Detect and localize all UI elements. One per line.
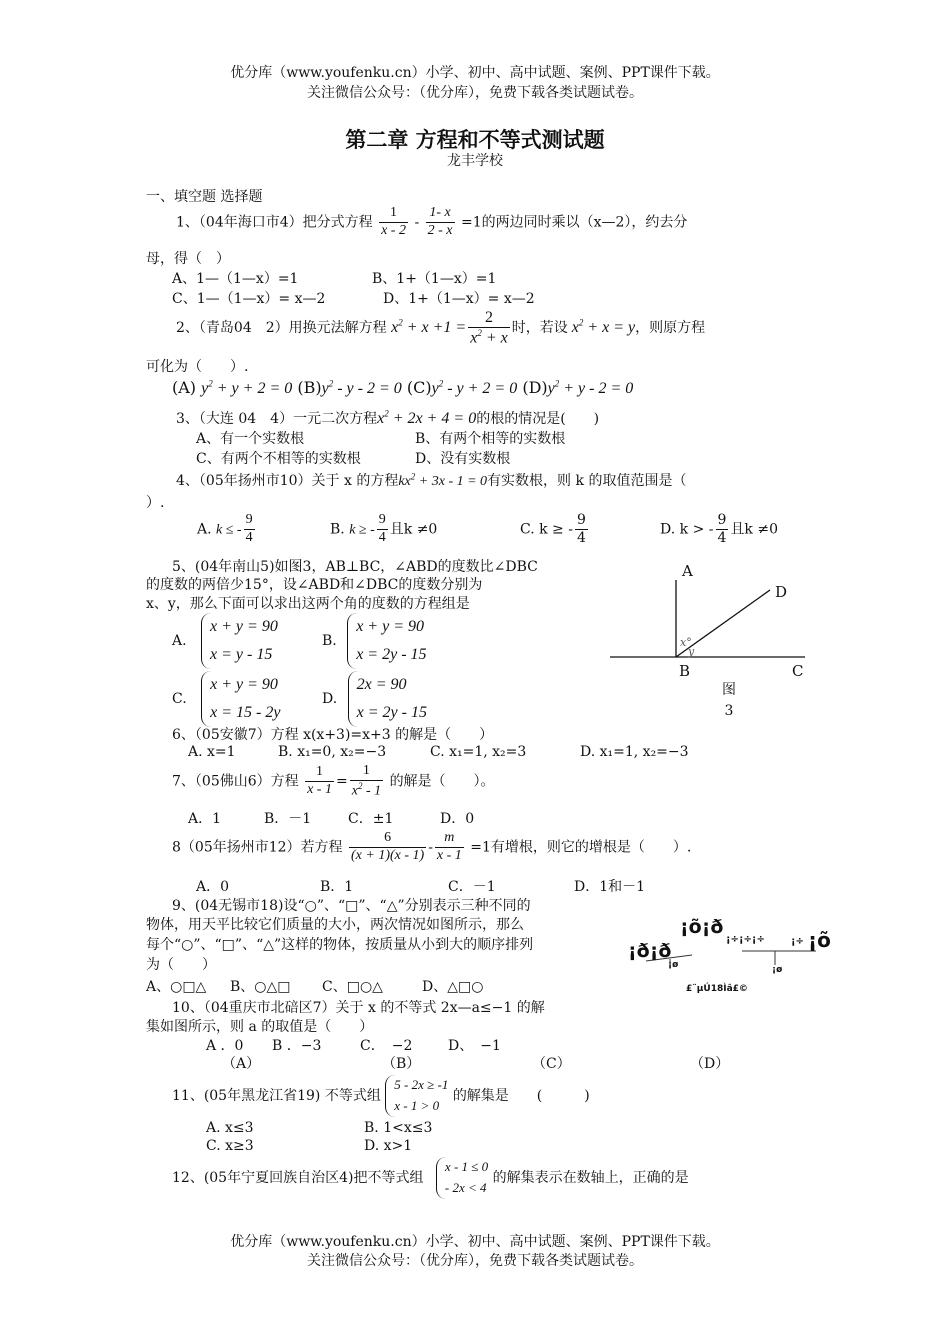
q1-fraction-1: $\frac{1}{x - 2}$ — [381, 205, 406, 238]
q9-line-4: 为（ ） — [146, 957, 216, 973]
q4-suffix: 有实数根，则 k 的取值范围是（ — [487, 473, 687, 489]
q3-option-b: B、有两个相等的实数根 — [415, 431, 566, 447]
q2-mid: 时，若设 — [511, 319, 568, 336]
q10-option-a: A ．0 — [206, 1038, 244, 1054]
q4-option-d-condition: 且k ≠0 — [730, 521, 778, 538]
q1-option-d: D、1+（1—x）= x—2 — [383, 291, 535, 307]
q2-option-d-label: (D) — [522, 378, 548, 397]
balance-glyph-3: ¡÷¡÷¡÷ — [726, 934, 765, 945]
q4-option-d-label: D. — [660, 521, 676, 538]
q4-option-d: D. k > - $\frac{9}{4}$ 且k ≠0 — [660, 512, 778, 546]
point-a-label: A — [682, 562, 693, 580]
q9-option-c: C、□○△ — [322, 979, 383, 995]
q1-fraction-2: $\frac{1- x}{2 - x}$ — [427, 205, 453, 238]
q2-fraction: $\frac{2}{x^2 + x}$ — [470, 309, 508, 347]
q10-figure-label-c: （C） — [532, 1056, 571, 1072]
q1-option-b: B、1+（1—x）=1 — [372, 271, 497, 287]
q5-option-b: B. x + y = 90 x = 2y - 15 — [322, 613, 427, 669]
q4-option-c: C. k ≥ - $\frac{9}{4}$ — [520, 512, 586, 546]
header-line-2: 关注微信公众号：（优分库），免费下载各类试题试卷。 — [307, 85, 643, 101]
q1-option-a: A、1—（1—x）=1 — [172, 271, 299, 287]
footer-line-2: 关注微信公众号：（优分库），免费下载各类试题试卷。 — [307, 1253, 643, 1269]
question-8: 8（05年扬州市12）若方程 $\frac{6}{(x + 1)(x - 1)}$ - $\frac{m}{x - 1}$ =1有增根，则它的增根是（ ）. — [172, 830, 692, 863]
q8-option-c: C．－1 — [448, 879, 496, 895]
q5-option-d: D. 2x = 90 x = 2y - 15 — [322, 671, 427, 727]
question-12: 12、(05年宁夏回族自治区4)把不等式组 x - 1 ≤ 0 - 2x < 4 的解集表示在数轴上，正确的是 — [172, 1157, 689, 1199]
q7-option-b: B．－1 — [264, 811, 312, 827]
question-6: 6、（05安徽7）方程 x(x+3)=x+3 的解是（ ） — [172, 727, 494, 743]
q2-prefix: 2、（青岛04 2）用换元法解方程 — [176, 319, 387, 336]
q11-option-a: A. x≤3 — [206, 1120, 254, 1136]
q9-line-2: 物体，用天平比较它们质量的大小，两次情况如图所示，那么 — [146, 917, 524, 933]
q5-option-a-label: A. — [172, 633, 187, 649]
q2-line-2: 可化为（ ）. — [146, 359, 249, 375]
q10-figure-label-a: （A） — [222, 1056, 261, 1072]
q6-option-a: A. x=1 — [188, 744, 236, 760]
q2-option-c-label: (C) — [406, 378, 432, 397]
q5-line-1: 5、(04年南山5)如图3，AB⊥BC，∠ABD的度数比∠DBC — [172, 559, 538, 575]
balance-glyph-2: ¡õ¡ð — [680, 916, 724, 938]
question-7: 7、（05佛山6）方程 $\frac{1}{x - 1}$ = $\frac{1}{x^2 - 1}$ 的解是（ ）。 — [172, 763, 495, 799]
q5-option-b-label: B. — [322, 633, 337, 649]
school-name: 龙丰学校 — [447, 153, 503, 169]
balance-glyph-1: ¡ð¡ð — [628, 940, 672, 962]
q12-suffix: 的解集表示在数轴上，正确的是 — [492, 1169, 689, 1186]
q10-option-d: D、 −1 — [448, 1038, 501, 1054]
q2-options: (A) $y^2 + y + 2 = 0$ $(B)y^2 - y - 2 = 0$ $(C)y^2 - y + 2 = 0$ $(D)y^2 + y - 2 = 0$ — [172, 378, 634, 397]
q11-option-d: D. x>1 — [364, 1138, 413, 1154]
q4-option-a: A. k ≤ - $\frac{9}{4}$ — [197, 512, 253, 545]
q4-option-b-label: B. — [330, 521, 345, 538]
question-2: 2、（青岛04 2）用换元法解方程 $x^2 + x +1$ = $\frac{2}{x^2 + x}$ 时，若设 $x^2 + x = y$，则原方程 — [176, 309, 706, 347]
q6-option-b: B. x₁=0, x₂=−3 — [278, 744, 387, 760]
point-b-label: B — [679, 662, 691, 680]
q12-prefix: 12、(05年宁夏回族自治区4)把不等式组 — [172, 1169, 424, 1186]
q4-option-b-condition: 且k ≠0 — [389, 521, 438, 538]
q5-line-3: x、y，那么下面可以求出这两个角的度数的方程组是 — [146, 596, 470, 612]
q9-option-d: D、△□○ — [422, 979, 484, 995]
q5-option-c-label: C. — [172, 691, 187, 707]
q8-option-a: A．0 — [196, 879, 230, 895]
q1-suffix: =1的两边同时乘以（x—2），约去分 — [460, 214, 688, 231]
q9-option-a: A、○□△ — [146, 979, 207, 995]
balance-glyph-7: ¡ø — [772, 965, 783, 975]
section-heading: 一、填空题 选择题 — [146, 189, 263, 205]
q8-prefix: 8（05年扬州市12）若方程 — [172, 839, 343, 856]
q2-suffix: ，则原方程 — [635, 319, 706, 336]
q2-option-b-label: (B) — [297, 378, 322, 397]
q1-option-c: C、1—（1—x）= x—2 — [172, 291, 326, 307]
q3-suffix: 的根的情况是( ) — [476, 411, 600, 427]
q4-option-c-label: C. — [520, 521, 535, 538]
point-d-label: D — [775, 583, 788, 601]
q7-option-a: A．1 — [188, 811, 222, 827]
header-line-1: 优分库（www.youfenku.cn）小学、初中、高中试题、案例、PPT课件下载。 — [230, 65, 720, 81]
q10-figure-label-d: （D） — [690, 1056, 730, 1072]
q6-option-d: D. x₁=1, x₂=−3 — [580, 744, 689, 760]
question-3: 3、（大连 04 4）一元二次方程$x^2 + 2x + 4 = 0$的根的情况是( ) — [176, 408, 600, 427]
q7-option-c: C．±1 — [348, 811, 394, 827]
q4-option-a-label: A. — [197, 521, 212, 538]
balance-glyph-6: ¡ø — [668, 960, 679, 970]
q9-line-1: 9、(04无锡市18)设“○”、“□”、“△”分别表示三种不同的 — [172, 898, 531, 914]
q9-line-3: 每个“○”、“□”、“△”这样的物体，按质量从小到大的顺序排列 — [146, 937, 534, 953]
q11-prefix: 11、(05年黑龙江省19) 不等式组 — [172, 1087, 381, 1104]
q11-option-b: B. 1<x≤3 — [364, 1120, 433, 1136]
balance-glyph-4: ¡÷ — [791, 936, 804, 947]
q2-option-a-label: (A) — [172, 378, 197, 397]
angle-y-label: y — [688, 645, 695, 658]
q10-figure-label-b: （B） — [382, 1056, 421, 1072]
q3-option-a: A、有一个实数根 — [196, 431, 305, 447]
q1-line-2: 母，得（ ） — [146, 251, 230, 267]
q5-option-a: A. x + y = 90 x = y - 15 — [172, 613, 278, 669]
q7-prefix: 7、（05佛山6）方程 — [172, 773, 299, 790]
q5-option-d-label: D. — [322, 691, 338, 707]
q8-option-d: D．1和－1 — [574, 879, 646, 895]
balance-caption: £¨µÚ18Ìâ£© — [686, 984, 748, 994]
q8-option-b: B．1 — [320, 879, 354, 895]
q10-line-2: 集如图所示，则 a 的取值是（ ） — [146, 1019, 374, 1035]
q10-option-c: C． −2 — [360, 1038, 413, 1054]
q8-suffix: =1有增根，则它的增根是（ ）. — [470, 839, 692, 856]
question-1: 1、（04年海口市4）把分式方程 $\frac{1}{x - 2}$ - $\frac{1- x}{2 - x}$ =1的两边同时乘以（x—2），约去分 — [176, 205, 688, 238]
q3-prefix: 3、（大连 04 4）一元二次方程 — [176, 411, 378, 427]
q3-option-d: D、没有实数根 — [415, 451, 511, 467]
question-4: 4、（05年扬州市10）关于 x 的方程$kx^2 + 3x - 1 = 0$有实数根，则 k 的取值范围是（ — [176, 471, 687, 489]
q11-option-c: C. x≥3 — [206, 1138, 254, 1154]
q10-option-b: B ．−3 — [272, 1038, 322, 1054]
point-c-label: C — [792, 662, 804, 680]
angle-x-label: x° — [680, 636, 692, 649]
question-11: 11、(05年黑龙江省19) 不等式组 5 - 2x ≥ -1 x - 1 > 0 的解集是 ( ) — [172, 1075, 590, 1117]
q4-line-2: ）. — [146, 495, 165, 511]
q7-option-d: D．0 — [440, 811, 475, 827]
q5-line-2: 的度数的两倍少15°，设∠ABD和∠DBC的度数分别为 — [146, 577, 483, 593]
q9-option-b: B、○△□ — [230, 979, 291, 995]
page-title: 第二章 方程和不等式测试题 — [345, 127, 605, 152]
footer-line-1: 优分库（www.youfenku.cn）小学、初中、高中试题、案例、PPT课件下载。 — [230, 1234, 720, 1250]
q10-line-1: 10、（04重庆市北碚区7）关于 x 的不等式 2x—a≤−1 的解 — [172, 1000, 545, 1016]
q6-option-c: C. x₁=1, x₂=3 — [430, 744, 527, 760]
q4-prefix: 4、（05年扬州市10）关于 x 的方程 — [176, 473, 399, 489]
q7-suffix: 的解是（ ）。 — [389, 773, 495, 790]
figure-3-caption: 图 3 — [722, 682, 736, 719]
q1-prefix: 1、（04年海口市4）把分式方程 — [176, 214, 373, 231]
balance-glyph-5: ¡õ — [808, 928, 831, 952]
q4-option-b: B. k ≥ - $\frac{9}{4}$ 且k ≠0 — [330, 512, 438, 545]
q5-option-c: C. x + y = 90 x = 15 - 2y — [172, 671, 280, 727]
q11-suffix: 的解集是 ( ) — [452, 1087, 590, 1104]
q3-option-c: C、有两个不相等的实数根 — [196, 451, 361, 467]
